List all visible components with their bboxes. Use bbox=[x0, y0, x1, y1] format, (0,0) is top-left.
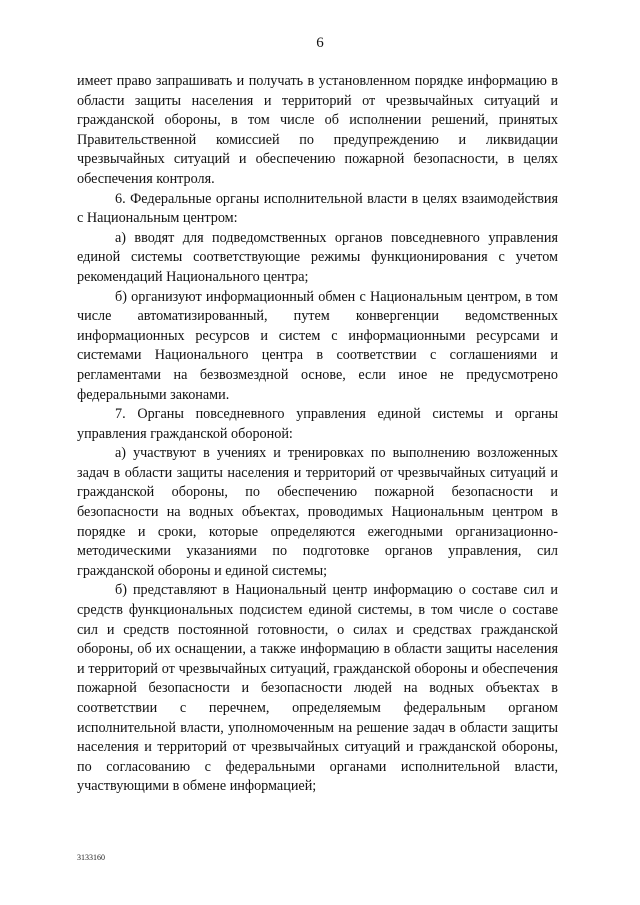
page-number: 6 bbox=[316, 35, 324, 51]
paragraph-item-7b: б) представляют в Национальный центр информацию о составе сил и средств функциональных подсистем единой системы, в том числе о составе сил и средств постоянной готовности, о силах и средствах гражданской обороны, об их оснащении, а также информацию в области защиты населения и территорий от чрезвычайных ситуаций, гражданской обороны и обеспечения пожарной безопасности и безопасности людей на водных объектах в соответствии с перечнем, определяемым федеральным органом исполнительной власти, уполномоченным на решение задач в области защиты населения и территорий от чрезвычайных ситуаций и гражданской обороны, по согласованию с федеральными органами исполнительной власти, участвующими в обмене информацией; bbox=[77, 582, 558, 795]
paragraph-item-7: 7. Органы повседневного управления единой системы и органы управления гражданской обороной: bbox=[77, 406, 558, 442]
paragraph-item-7a: а) участвуют в учениях и тренировках по выполнению возложенных задач в области защиты населения и территорий от чрезвычайных ситуаций и гражданской обороны, по обеспечению пожарной безопасности и безопасности на водных объектах, проводимых Национальным центром в порядке и сроки, которые определяются ежегодными организационно-методическими указаниями по подготовке органов управления, сил гражданской обороны и единой системы; bbox=[77, 445, 558, 579]
paragraph-item-6: 6. Федеральные органы исполнительной власти в целях взаимодействия с Национальным центром: bbox=[77, 190, 558, 227]
paragraph-continuation: имеет право запрашивать и получать в установленном порядке информацию в области защиты населения и территорий от чрезвычайных ситуаций и гражданской обороны, в том числе об исполнении решений, принятых Правительственной комиссией по предупреждению и ликвидации чрезвычайных ситуаций и обеспечению пожарной безопасности, в целях обеспечения контроля. bbox=[77, 73, 558, 187]
document-body bbox=[77, 72, 558, 797]
paragraph-item-6a: а) вводят для подведомственных органов повседневного управления единой системы соответствующие режимы функционирования с учетом рекомендаций Национального центра; bbox=[77, 229, 558, 285]
document-code: 3133160 bbox=[77, 853, 105, 862]
paragraph-item-6b: б) организуют информационный обмен с Национальным центром, в том числе автоматизированный, путем конвергенции ведомственных информационных ресурсов и систем с информационными ресурсами и системами Национального центра в соответствии с соглашениями и регламентами на безвозмездной основе, если иное не предусмотрено федеральными законами. bbox=[77, 288, 558, 403]
